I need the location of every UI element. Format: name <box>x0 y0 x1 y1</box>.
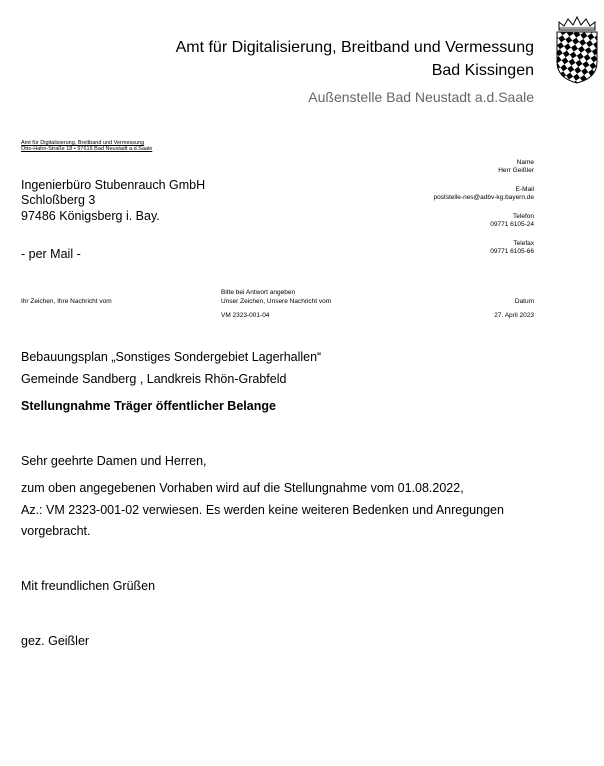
recipient-name: Ingenierbüro Stubenrauch GmbH <box>21 178 206 192</box>
paragraph-line-3: vorgebracht. <box>21 524 91 538</box>
reply-hint: Bitte bei Antwort angeben <box>221 289 296 296</box>
office-branch: Außenstelle Bad Neustadt a.d.Saale <box>308 89 534 105</box>
contact-name-value: Herr Geißler <box>498 167 534 174</box>
paragraph-line-2: Az.: VM 2323-001-02 verwiesen. Es werden keine weiteren Bedenken und Anregungen <box>21 503 504 517</box>
office-name-line2: Bad Kissingen <box>431 62 534 79</box>
signature: gez. Geißler <box>21 634 90 648</box>
salutation: Sehr geehrte Damen und Herren, <box>21 454 207 468</box>
delivery-note: - per Mail - <box>21 247 81 261</box>
date-label: Datum <box>514 298 534 305</box>
recipient-street: Schloßberg 3 <box>21 193 96 207</box>
recipient-city: 97486 Königsberg i. Bay. <box>21 209 160 223</box>
contact-fax-value: 09771 6105-66 <box>490 248 534 255</box>
sender-line-2: Otto-Hahn-Straße 18 • 97616 Bad Neustadt a.d.Saale <box>21 146 153 152</box>
contact-phone-label: Telefon <box>513 213 534 220</box>
our-reference-label: Unser Zeichen, Unsere Nachricht vom <box>221 298 332 305</box>
paragraph-line-1: zum oben angegebenen Vorhaben wird auf die Stellungnahme vom 01.08.2022, <box>21 481 464 495</box>
date-value: 27. April 2023 <box>494 312 534 319</box>
contact-phone-value: 09771 6105-24 <box>490 221 534 228</box>
contact-fax-label: Telefax <box>513 240 534 247</box>
sender-line-1: Amt für Digitalisierung, Breitband und Vermessung <box>21 140 145 146</box>
bavarian-crest-icon <box>555 16 599 84</box>
contact-email-label: E-Mail <box>515 186 534 193</box>
subject-heading: Stellungnahme Träger öffentlicher Belange <box>21 399 276 413</box>
their-reference-label: Ihr Zeichen, Ihre Nachricht vom <box>21 298 112 305</box>
contact-name-label: Name <box>516 159 534 166</box>
subject-line-1: Bebauungsplan „Sonstiges Sondergebiet Lagerhallen“ <box>21 350 322 364</box>
closing: Mit freundlichen Grüßen <box>21 579 156 593</box>
office-name-line1: Amt für Digitalisierung, Breitband und Vermessung <box>175 39 534 56</box>
subject-line-2: Gemeinde Sandberg , Landkreis Rhön-Grabfeld <box>21 372 287 386</box>
our-reference-value: VM 2323-001-04 <box>221 312 270 319</box>
contact-email-value: poststelle-nes@adbv-kg.bayern.de <box>433 194 534 201</box>
